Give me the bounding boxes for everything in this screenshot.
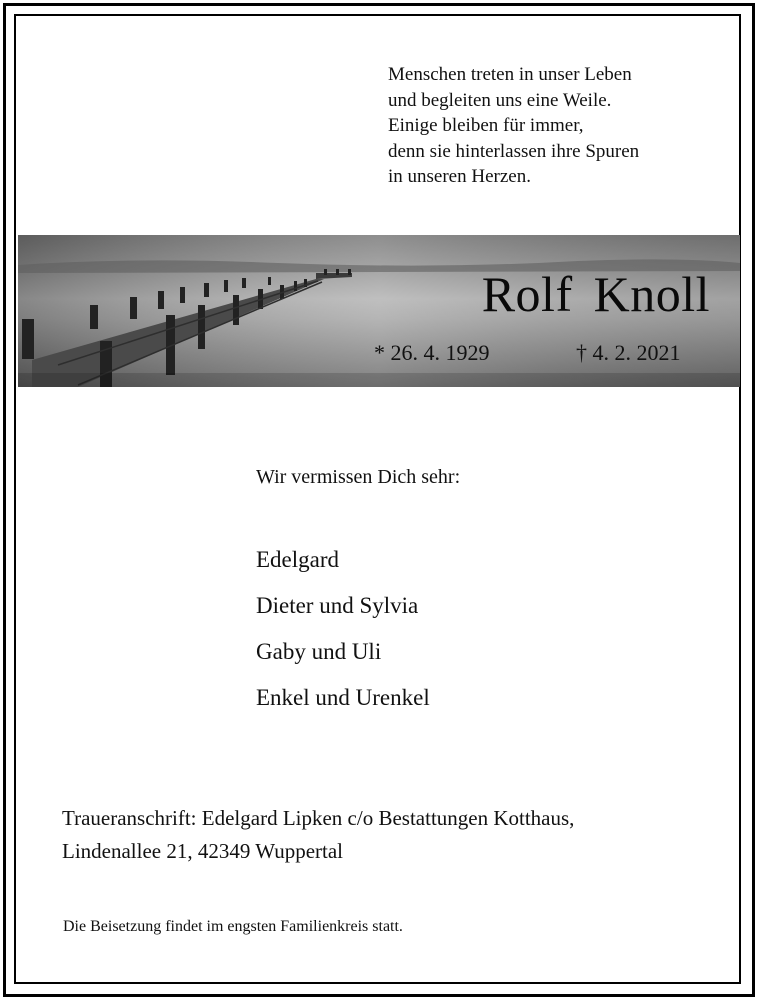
poem-line: in unseren Herzen. xyxy=(388,166,531,187)
deceased-name: Rolf Knoll xyxy=(481,266,710,322)
poem-line: Einige bleiben für immer, xyxy=(388,115,584,136)
birth-date: * 26. 4. 1929 xyxy=(374,340,490,365)
memorial-poem xyxy=(388,62,728,190)
address-line: Traueranschrift: Edelgard Lipken c/o Bestattungen Kotthaus, xyxy=(62,806,575,830)
death-date: † 4. 2. 2021 xyxy=(576,340,681,365)
mourner-name: Dieter und Sylvia xyxy=(256,593,419,618)
mourners-list xyxy=(256,544,430,728)
poem-line: Menschen treten in unser Leben xyxy=(388,64,632,85)
condolence-address xyxy=(62,802,574,868)
mourner-name: Edelgard xyxy=(256,547,340,572)
burial-note: Die Beisetzung findet im engsten Familienkreis statt. xyxy=(63,918,403,935)
mourner-name: Gaby und Uli xyxy=(256,639,382,664)
poem-line: und begleiten uns eine Weile. xyxy=(388,89,612,111)
farewell-message: Wir vermissen Dich sehr: xyxy=(256,466,461,488)
poem-line: denn sie hinterlassen ihre Spuren xyxy=(388,140,640,162)
mourner-name: Enkel und Urenkel xyxy=(256,685,430,710)
address-line: Lindenallee 21, 42349 Wuppertal xyxy=(62,839,344,863)
